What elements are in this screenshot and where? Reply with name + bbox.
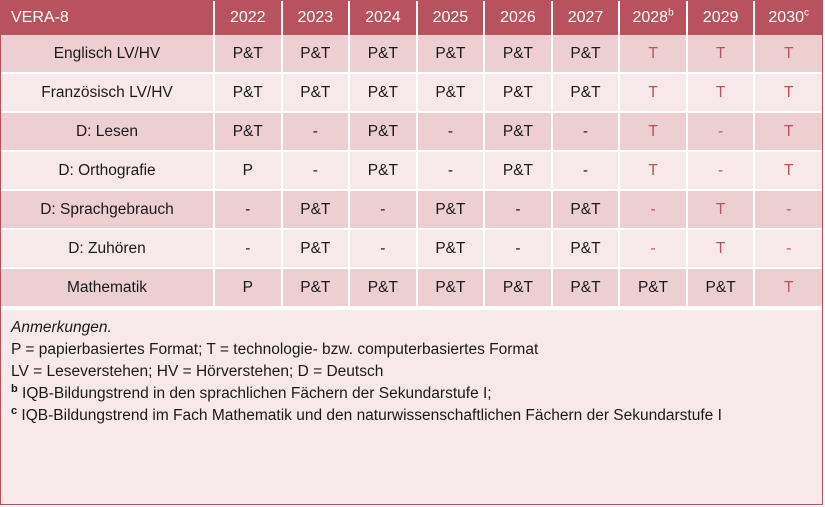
cell-englisch-2023: P&T [282, 35, 350, 73]
header-corner-label: VERA-8 [1, 1, 214, 35]
header-year-2028 [619, 1, 687, 35]
cell-mathematik-2024: P&T [349, 268, 417, 307]
cell-zuhoeren-2029: T [687, 229, 755, 268]
header-year-2023 [282, 1, 350, 35]
cell-sprachgebrauch-2023: P&T [282, 190, 350, 229]
header-year-2023-text: 2023 [297, 9, 334, 26]
cell-englisch-2025: P&T [417, 35, 485, 73]
header-year-2030-text: 2030 [768, 9, 804, 26]
cell-lesen-2029: - [687, 112, 755, 151]
cell-franzoesisch-2026: P&T [484, 73, 552, 112]
cell-zuhoeren-2028: - [619, 229, 687, 268]
header-year-2030 [754, 1, 822, 35]
cell-franzoesisch-2022: P&T [214, 73, 282, 112]
cell-lesen-2027: - [552, 112, 620, 151]
header-year-2025 [417, 1, 485, 35]
cell-lesen-2028: T [619, 112, 687, 151]
cell-sprachgebrauch-2029: T [687, 190, 755, 229]
cell-lesen-2030: T [754, 112, 822, 151]
row-label-orthografie: D: Orthografie [1, 151, 214, 190]
cell-franzoesisch-2030: T [754, 73, 822, 112]
table-row [1, 35, 822, 73]
cell-sprachgebrauch-2026: - [484, 190, 552, 229]
cell-mathematik-2028: P&T [619, 268, 687, 307]
footnote-marker-c: c [803, 7, 809, 19]
cell-sprachgebrauch-2025: P&T [417, 190, 485, 229]
table-notes [1, 308, 822, 435]
cell-sprachgebrauch-2024: - [349, 190, 417, 229]
table-row [1, 229, 822, 268]
cell-orthografie-2028: T [619, 151, 687, 190]
notes-line-abbreviations: LV = Leseverstehen; HV = Hörverstehen; D = Deutsch [11, 363, 384, 380]
table-header [1, 1, 822, 35]
header-year-2027 [552, 1, 620, 35]
header-year-2029-text: 2029 [702, 9, 739, 26]
header-year-2022-text: 2022 [229, 9, 266, 26]
notes-sup-b: b [11, 382, 18, 395]
cell-mathematik-2030: T [754, 268, 822, 307]
row-label-sprachgebrauch: D: Sprachgebrauch [1, 190, 214, 229]
cell-zuhoeren-2026: - [484, 229, 552, 268]
cell-orthografie-2027: - [552, 151, 620, 190]
cell-franzoesisch-2029: T [687, 73, 755, 112]
cell-lesen-2023: - [282, 112, 350, 151]
table-row [1, 151, 822, 190]
cell-orthografie-2029: - [687, 151, 755, 190]
cell-mathematik-2027: P&T [552, 268, 620, 307]
cell-franzoesisch-2023: P&T [282, 73, 350, 112]
header-year-2025-text: 2025 [432, 9, 469, 26]
vera8-schedule-table [1, 1, 822, 308]
notes-text-c: IQB-Bildungstrend im Fach Mathematik und den naturwissenschaftlichen Fächern der Sekundarstufe I [17, 407, 722, 424]
notes-sup-c: c [11, 404, 18, 417]
table-row [1, 112, 822, 151]
cell-franzoesisch-2025: P&T [417, 73, 485, 112]
cell-zuhoeren-2024: - [349, 229, 417, 268]
cell-englisch-2022: P&T [214, 35, 282, 73]
cell-orthografie-2030: T [754, 151, 822, 190]
cell-sprachgebrauch-2028: - [619, 190, 687, 229]
header-year-2027-text: 2027 [567, 9, 604, 26]
cell-sprachgebrauch-2030: - [754, 190, 822, 229]
table-row [1, 190, 822, 229]
cell-englisch-2030: T [754, 35, 822, 73]
cell-englisch-2024: P&T [349, 35, 417, 73]
cell-lesen-2022: P&T [214, 112, 282, 151]
row-label-zuhoeren: D: Zuhören [1, 229, 214, 268]
cell-franzoesisch-2027: P&T [552, 73, 620, 112]
header-year-2024-text: 2024 [365, 9, 401, 26]
notes-line-footnote-c [11, 405, 812, 427]
notes-line-footnote-b [11, 383, 812, 405]
cell-sprachgebrauch-2022: - [214, 190, 282, 229]
notes-line-formats: P = papierbasiertes Format; T = technologie- bzw. computerbasiertes Format [11, 341, 539, 358]
footnote-marker-b: b [668, 7, 674, 19]
cell-orthografie-2023: - [282, 151, 350, 190]
header-year-2024 [349, 1, 417, 35]
cell-zuhoeren-2030: - [754, 229, 822, 268]
cell-orthografie-2024: P&T [349, 151, 417, 190]
header-year-2026-text: 2026 [500, 9, 536, 26]
cell-orthografie-2022: P [214, 151, 282, 190]
table-row [1, 268, 822, 307]
cell-englisch-2027: P&T [552, 35, 620, 73]
cell-englisch-2029: T [687, 35, 755, 73]
table-body [1, 35, 822, 307]
cell-mathematik-2025: P&T [417, 268, 485, 307]
header-year-2029 [687, 1, 755, 35]
cell-franzoesisch-2024: P&T [349, 73, 417, 112]
cell-orthografie-2026: P&T [484, 151, 552, 190]
cell-lesen-2026: P&T [484, 112, 552, 151]
row-label-franzoesisch: Französisch LV/HV [1, 73, 214, 112]
cell-zuhoeren-2022: - [214, 229, 282, 268]
cell-englisch-2028: T [619, 35, 687, 73]
cell-lesen-2024: P&T [349, 112, 417, 151]
cell-zuhoeren-2023: P&T [282, 229, 350, 268]
row-label-englisch: Englisch LV/HV [1, 35, 214, 73]
header-row [1, 1, 822, 35]
row-label-lesen: D: Lesen [1, 112, 214, 151]
cell-franzoesisch-2028: T [619, 73, 687, 112]
header-year-2022 [214, 1, 282, 35]
cell-mathematik-2022: P [214, 268, 282, 307]
header-year-2026 [484, 1, 552, 35]
cell-zuhoeren-2025: P&T [417, 229, 485, 268]
cell-zuhoeren-2027: P&T [552, 229, 620, 268]
cell-englisch-2026: P&T [484, 35, 552, 73]
row-label-mathematik: Mathematik [1, 268, 214, 307]
cell-mathematik-2023: P&T [282, 268, 350, 307]
cell-mathematik-2029: P&T [687, 268, 755, 307]
cell-mathematik-2026: P&T [484, 268, 552, 307]
cell-orthografie-2025: - [417, 151, 485, 190]
table-row [1, 73, 822, 112]
cell-lesen-2025: - [417, 112, 485, 151]
notes-text-b: IQB-Bildungstrend in den sprachlichen Fächern der Sekundarstufe I; [17, 385, 492, 402]
header-year-2028-text: 2028 [632, 9, 669, 26]
cell-sprachgebrauch-2027: P&T [552, 190, 620, 229]
notes-heading: Anmerkungen. [11, 319, 112, 336]
